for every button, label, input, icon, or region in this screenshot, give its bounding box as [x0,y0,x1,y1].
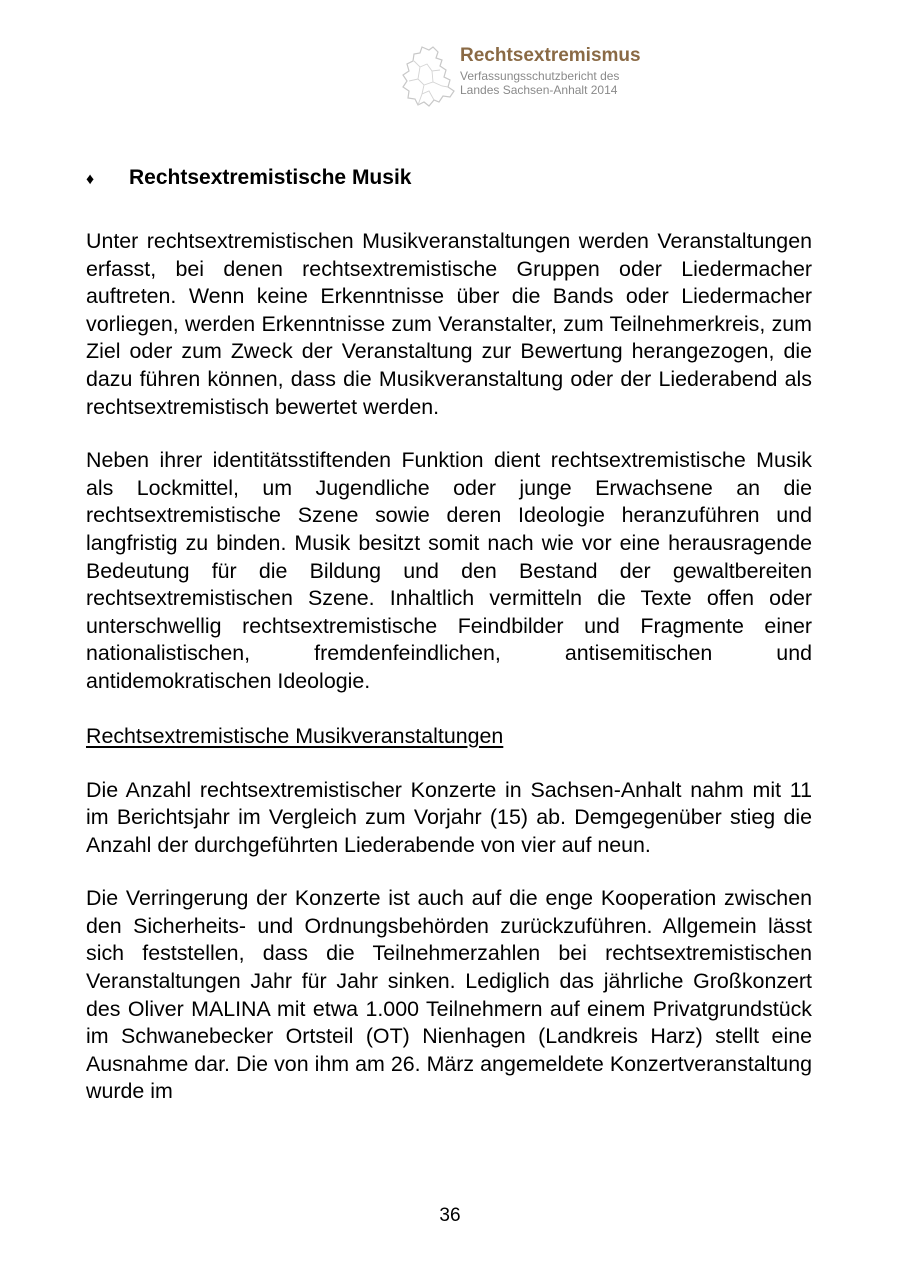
section-heading-text: Rechtsextremistische Musik [129,166,412,189]
paragraph-2: Neben ihrer identitätsstiftenden Funktion dient rechtsextremistische Musik als Lockmittel, um Jugendliche oder junge Erwachsene an die rechtsextremistische Szene sowie deren Ideologie heranzuführen und langfristig zu binden. Musik besitzt somit nach wie vor eine herausragende Bedeutung für die Bildung und den Bestand der gewaltbereiten rechtsextremistischen Szene. Inhaltlich vermitteln die Texte offen oder unterschwellig rechtsextremistische Feindbilder und Fragmente einer nationalistischen, fremdenfeindlichen, antisemitischen und antidemokratischen Ideologie. [86,448,812,693]
paragraph-3: Die Anzahl rechtsextremistischer Konzerte in Sachsen-Anhalt nahm mit 11 im Berichtsjahr im Vergleich zum Vorjahr (15) ab. Demgegenüber stieg die Anzahl der durchgeführten Liederabende von vier auf neun. [86,777,812,857]
header-subtitle-line2: Landes Sachsen-Anhalt 2014 [460,83,618,97]
subheading-musikveranstaltungen: Rechtsextremistische Musikveranstaltungen [86,723,504,748]
page-number: 36 [439,1205,461,1226]
paragraph-1: Unter rechtsextremistischen Musikveranstaltungen werden Veranstaltungen erfasst, bei denen rechtsextremistische Gruppen oder Liedermacher auftreten. Wenn keine Erkenntnisse über die Bands oder Liedermacher vorliegen, werden Erkenntnisse zum Veranstalter, zum Teilnehmerkreis, zum Ziel oder zum Zweck der Veranstaltung zur Bewertung herangezogen, die dazu führen können, dass die Musikveranstaltung oder der Liederabend als rechtsextremistisch bewertet werden. [86,229,812,419]
sachsen-anhalt-map-icon [398,44,460,114]
page-content [86,164,812,1132]
section-heading [86,164,812,192]
header-title: Rechtsextremismus [460,45,641,66]
report-header [398,44,698,116]
header-subtitle-line1: Verfassungsschutzbericht des [460,69,620,83]
diamond-bullet-icon: ♦ [86,171,95,188]
paragraph-4: Die Verringerung der Konzerte ist auch auf die enge Kooperation zwischen den Sicherheits- und Ordnungsbehörden zurückzuführen. Allgemein lässt sich feststellen, dass die Teilnehmerzahlen bei rechtsextremistischen Veranstaltungen Jahr für Jahr sinken. Lediglich das jährliche Großkonzert des Oliver MALINA mit etwa 1.000 Teilnehmern auf einem Privatgrundstück im Schwanebecker Ortsteil (OT) Nienhagen (Landkreis Harz) stellt eine Ausnahme dar. Die von ihm am 26. März angemeldete Konzertveranstaltung wurde im [86,886,812,1104]
